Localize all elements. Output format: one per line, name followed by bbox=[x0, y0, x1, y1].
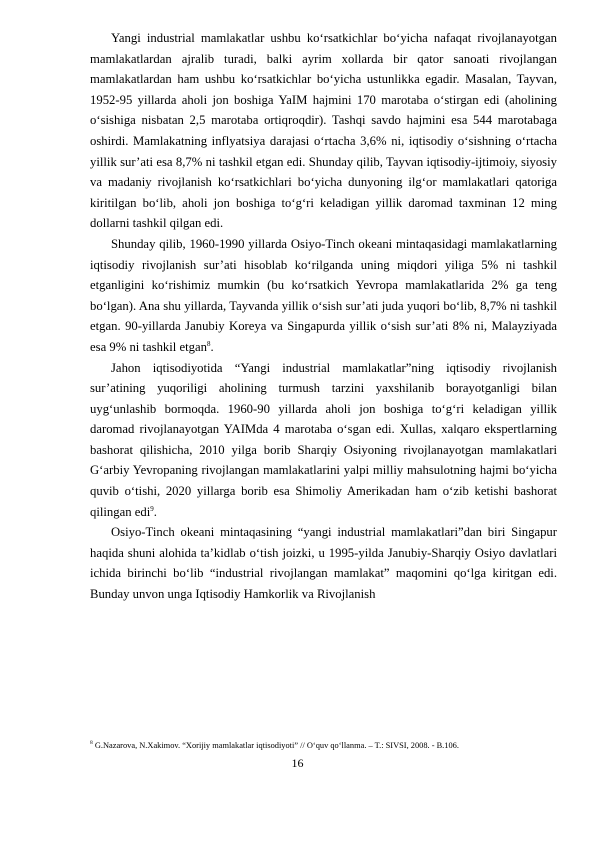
paragraph-new-industrial-countries bbox=[90, 358, 557, 523]
paragraph-text: Jahon iqtisodiyotida “Yangi industrial mamlakatlar”ning iqtisodiy rivojlanish sur’atining yuqoriligi aholining turmush tarzini yaxshilanib borayotganligi bilan uyg‘unlashib bormoqda. 1960-90 yillarda aholi jon boshiga to‘g‘ri keladigan yillik daromad rivojlanayotgan YAIMda 4 marotaba o‘sgan edi. Xullas, xalqaro ekspertlarning bashorat qilishicha, 2010 yilga borib Sharqiy Osiyoning rivojlanayotgan mamlakatlari G‘arbiy Yevropaning rivojlangan mamlakatlarini yalpi milliy mahsulotning hajmi bo‘yicha quvib o‘tishi, 2020 yillarga borib esa Shimoliy Amerikadan ham o‘zib ketishi bashorat qilingan edi bbox=[90, 360, 557, 519]
footnote-reference[interactable]: 9 bbox=[150, 504, 154, 513]
paragraph-singapore bbox=[90, 522, 557, 604]
document-body bbox=[90, 28, 557, 605]
footnote-reference[interactable]: 8 bbox=[206, 339, 211, 348]
footnote bbox=[90, 740, 557, 751]
paragraph-tail: . bbox=[210, 339, 214, 354]
footnote-text: G.Nazarova, N.Xakimov. “Xorijiy mamlakatlar iqtisodiyoti” // O‘quv qo‘llanma. – T.: SIVSI, 2008. - B.106. bbox=[92, 741, 459, 750]
paragraph-text: Yangi industrial mamlakatlar ushbu ko‘rsatkichlar bo‘yicha nafaqat rivojlanayotgan mamlakatlardan ajralib turadi, balki ayrim xollarda bir qator sanoati rivojlangan mamlakatlardan ham ushbu ko‘rsatkichlar bo‘yicha ustunlikka egadir. Masalan, Tayvan, 1952-95 yillarda aholi jon boshiga YaIM hajmini 170 marotaba o‘stirgan edi (aholining o‘sishiga nisbatan 2,5 marotaba ortiqroqdir). Tashqi savdo hajmini esa 544 marotabaga oshirdi. Mamlakatning inflyatsiya darajasi o‘rtacha 3,6% ni, iqtisodiy o‘sishning o‘rtacha yillik sur’ati esa 8,7% ni tashkil etgan edi. Shunday qilib, Tayvan iqtisodiy-ijtimoiy, siyosiy va madaniy rivojlanish ko‘rsatkichlari bo‘yicha dunyoning ilg‘or mamlakatlari qatoriga kiritilgan bo‘lib, aholi jon boshiga to‘g‘ri keladigan yillik daromad taxminan 12 ming dollarni tashkil qilgan edi. bbox=[90, 31, 557, 231]
paragraph-taiwan-indicators bbox=[90, 28, 557, 234]
paragraph-text: Osiyo-Tinch okeani mintaqasining “yangi industrial mamlakatlari”dan biri Singapur haqida shuni alohida ta’kidlab o‘tish joizki, u 1995-yilda Janubiy-Sharqiy Osiyo davlatlari ichida birinchi bo‘lib “industrial rivojlangan mamlakat” maqomini qo‘lga kiritgan edi. Bunday unvon unga Iqtisodiy Hamkorlik va Rivojlanish bbox=[90, 525, 557, 602]
page-number: 16 bbox=[291, 756, 304, 770]
footnote-mark: 8 bbox=[90, 740, 93, 747]
paragraph-asia-pacific-growth bbox=[90, 234, 557, 358]
paragraph-tail: . bbox=[153, 504, 157, 519]
paragraph-text: Shunday qilib, 1960-1990 yillarda Osiyo-Tinch okeani mintaqasidagi mamlakatlarning iqtisodiy rivojlanish sur’ati hisoblab ko‘rilganda uning miqdori yiliga 5% ni tashkil etganligini ko‘rishimiz mumkin (bu ko‘rsatkich Yevropa mamlakatlarida 2% ga teng bo‘lgan). Ana shu yillarda, Tayvanda yillik o‘sish sur’ati juda yuqori bo‘lib, 8,7% ni tashkil etgan. 90-yillarda Janubiy Koreya va Singapurda yillik o‘sish sur’ati 8% ni, Malayziyada esa 9% ni tashkil etgan bbox=[90, 236, 557, 354]
